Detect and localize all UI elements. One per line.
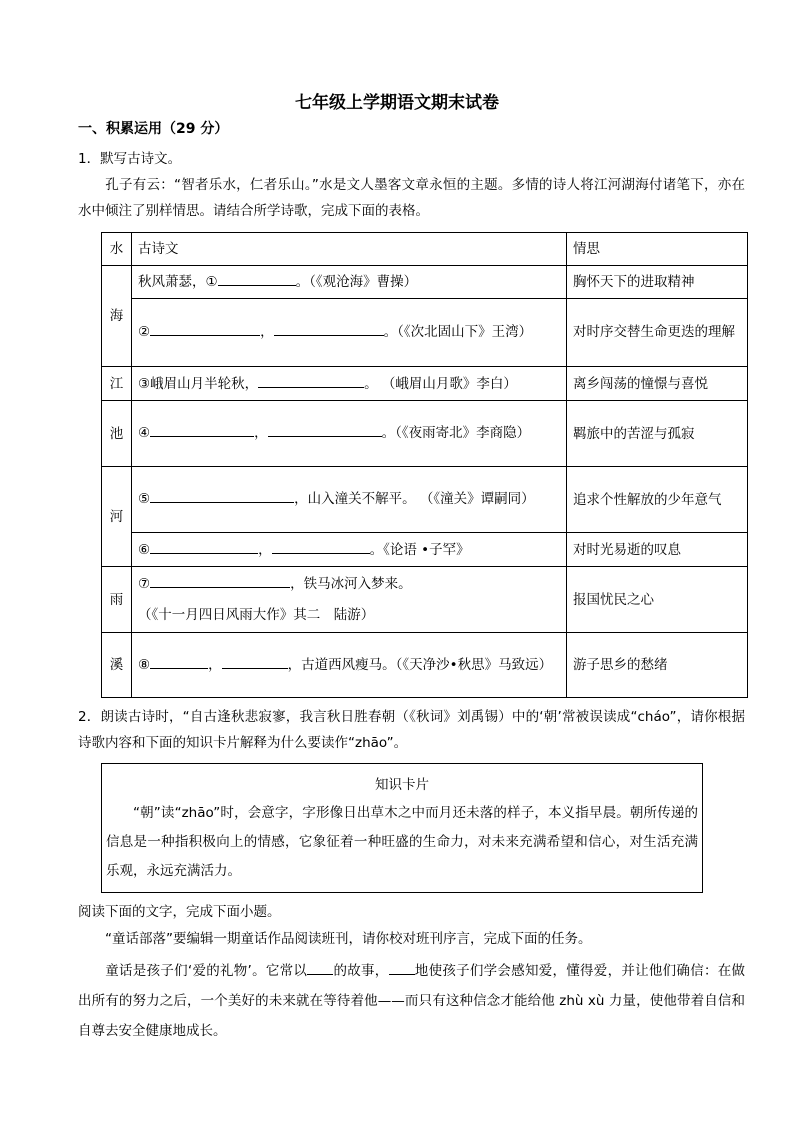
blank-7[interactable] — [150, 573, 290, 588]
poem-row-2: ② ， 。（《次北固山下》王湾） — [132, 299, 567, 367]
passage-blank-2[interactable] — [389, 960, 415, 975]
emotion-6: 对时光易逝的叹息 — [567, 533, 748, 567]
question-2: 2．朗读古诗时，“自古逢秋悲寂寥，我言秋日胜春朝（《秋词》刘禹锡）中的‘朝’常被误读成“cháo”，请你根据诗歌内容和下面的知识卡片解释为什么要读作“zhāo”。 — [78, 709, 745, 751]
group-river: 江 — [102, 367, 132, 401]
page-title: 七年级上学期语文期末试卷 — [295, 93, 499, 113]
header-water: 水 — [102, 233, 132, 266]
poem-row-6: ⑥ ， 。《论语 •子罕》 — [132, 533, 567, 567]
poem-row-1: 秋风萧瑟，① 。（《观沧海》曹操） — [132, 266, 567, 299]
blank-4a[interactable] — [150, 422, 254, 437]
poem-row-5: ⑤ ，山入潼关不解平。 （《潼关》谭嗣同） — [132, 467, 567, 533]
emotion-8: 游子思乡的愁绪 — [567, 633, 748, 698]
poem-row-3: ③峨眉山月半轮秋， 。 （峨眉山月歌》李白） — [132, 367, 567, 401]
blank-2a[interactable] — [150, 321, 260, 336]
question-1-label: 1．默写古诗文。 — [78, 151, 182, 167]
reading-task: “童话部落”要编辑一期童话作品阅读班刊，请你校对班刊序言，完成下面的任务。 — [105, 931, 592, 947]
blank-3[interactable] — [258, 373, 364, 388]
reading-instruction: 阅读下面的文字，完成下面小题。 — [78, 904, 281, 920]
poem-row-4: ④ ， 。（《夜雨寄北》李商隐） — [132, 401, 567, 467]
emotion-1: 胸怀天下的进取精神 — [567, 266, 748, 299]
group-pond: 池 — [102, 401, 132, 467]
blank-6a[interactable] — [150, 539, 258, 554]
blank-2b[interactable] — [274, 321, 384, 336]
reading-passage: 童话是孩子们‘爱的礼物’。它常以 的故事， 地使孩子们学会感知爱，懂得爱，并让他们确信：在做出所有的努力之后，一个美好的未来就在等待着他——而只有这种信念才能给他 zhù xù 力量，使他带着自信和自尊去安全健康地成长。 — [78, 956, 745, 1046]
knowledge-card — [101, 763, 703, 893]
section-heading: 一、积累运用（29 分） — [78, 121, 229, 137]
knowledge-card-body: “朝”读“zhāo”时，会意字，字形像日出草木之中而月还未落的样子，本义指早晨。朝所传递的信息是一种指积极向上的情感，它象征着一种旺盛的生命力，对未来充满希望和信心，对生活充满乐观，永远充满活力。 — [106, 805, 698, 879]
emotion-4: 羁旅中的苦涩与孤寂 — [567, 401, 748, 467]
emotion-2: 对时序交替生命更迭的理解 — [567, 299, 748, 367]
question-1-intro: 孔子有云：“智者乐水，仁者乐山。”水是文人墨客文章永恒的主题。多情的诗人将江河湖海付诸笔下，亦在水中倾注了别样情思。请结合所学诗歌，完成下面的表格。 — [78, 177, 745, 219]
knowledge-card-title: 知识卡片 — [375, 777, 429, 793]
header-poem: 古诗文 — [132, 233, 567, 266]
group-creek: 溪 — [102, 633, 132, 698]
poem-row-8: ⑧ ， ，古道西风瘦马。（《天净沙•秋思》马致远） — [132, 633, 567, 698]
emotion-7: 报国忧民之心 — [567, 567, 748, 633]
header-emotion: 情思 — [567, 233, 748, 266]
blank-5[interactable] — [150, 488, 294, 503]
blank-8b[interactable] — [222, 654, 288, 669]
emotion-3: 离乡闯荡的憧憬与喜悦 — [567, 367, 748, 401]
blank-6b[interactable] — [272, 539, 370, 554]
emotion-5: 追求个性解放的少年意气 — [567, 467, 748, 533]
group-stream: 河 — [102, 467, 132, 567]
blank-8a[interactable] — [150, 654, 208, 669]
blank-1[interactable] — [218, 271, 296, 286]
poem-table — [101, 232, 748, 698]
group-sea: 海 — [102, 266, 132, 367]
blank-4b[interactable] — [268, 422, 382, 437]
group-rain: 雨 — [102, 567, 132, 633]
poem-row-7: ⑦ ，铁马冰河入梦来。 （《十一月四日风雨大作》其二 陆游） — [132, 567, 567, 633]
passage-blank-1[interactable] — [307, 960, 333, 975]
